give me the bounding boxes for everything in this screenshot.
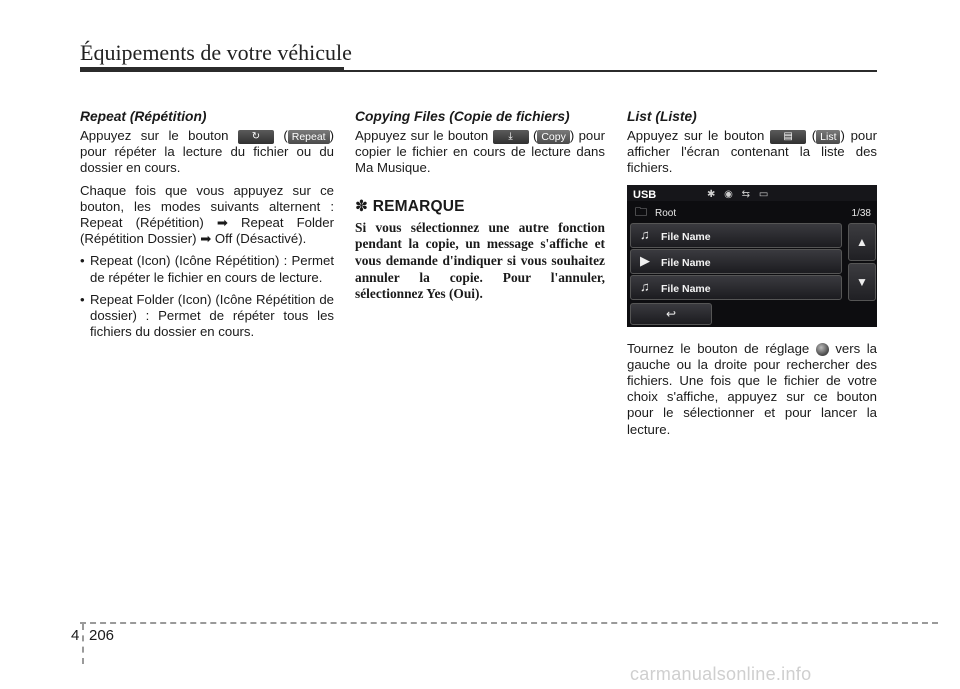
play-circle-icon: ▶ [640, 252, 650, 268]
list-p1-post: pour afficher l'écran contenant la liste des fichiers. [627, 128, 877, 176]
list-p1-pre: Appuyez sur le bouton [627, 128, 765, 143]
list-p2-post: vers la gauche ou la droite pour rechercher des fichiers. Une fois que le fichier de votre choix s'affiche, appuyez sur ce bouton pour le sélectionner et pour lancer la lecture. [627, 340, 878, 437]
file-name: File Name [661, 230, 711, 243]
watermark: carmanualsonline.info [630, 664, 812, 684]
repeat-p1-pre: Appuyez sur le bouton [80, 128, 229, 143]
footer-divider [80, 622, 938, 624]
repeat-paragraph-1: Appuyez sur le bouton ↻ ( Repeat ) pour répéter la lecture du fichier ou du dossier en cours. [80, 128, 334, 176]
repeat-p1-post: pour répéter la lecture du fichier ou du dossier en cours. [80, 144, 334, 176]
screen-file-count: 1/38 [851, 207, 871, 219]
file-name: File Name [661, 282, 711, 295]
back-button[interactable]: ↩ [630, 303, 712, 325]
scroll-down-button[interactable]: ▼ [848, 263, 876, 301]
page-title: Équipements de votre véhicule [80, 40, 352, 65]
file-row[interactable] [630, 223, 842, 248]
title-underline-thin [344, 70, 877, 72]
chapter-number: 4 [71, 627, 80, 644]
note-body: Si vous sélectionnez une autre fonction pendant la copie, un message s'affiche et vous demande d'indiquer si vous souhaitez annuler la copie. Pour l'annuler, sélectionnez Yes (Oui). [355, 219, 605, 302]
copy-button-label: Copy [537, 130, 570, 144]
bluetooth-usb-status-icons: ✱ ◉ ⇆ ▭ [707, 188, 772, 200]
screen-source-label: USB [633, 188, 657, 201]
repeat-section-title: Repeat (Répétition) [80, 109, 207, 124]
repeat-paragraph-2: Chaque fois que vous appuyez sur ce bouton, les modes suivants alternent : Repeat (Répétition) ➡ Repeat Folder (Répétition Dossier) ➡ Off (Désactivé). [80, 182, 334, 247]
repeat-button-label: Repeat [288, 130, 330, 144]
screen-folder-name: Root [655, 207, 677, 219]
footer-vertical-divider [82, 624, 84, 664]
list-paragraph-2 [627, 341, 877, 438]
file-row[interactable] [630, 275, 842, 300]
usb-list-screen [627, 185, 877, 327]
list-paragraph-1: Appuyez sur le bouton ▤ ( List ) pour afficher l'écran contenant la liste des fichiers. [627, 128, 877, 176]
repeat-bullet-2: • Repeat Folder (Icon) (Icône Répétition de dossier) : Permet de répéter tous les fichiers du dossier en cours. [80, 292, 334, 341]
title-underline-thick [80, 67, 344, 72]
copy-button-icon: ⤓ [493, 130, 529, 144]
file-name: File Name [661, 256, 711, 269]
folder-icon: 🗀 [635, 204, 648, 219]
music-note-icon: ♫ [640, 226, 650, 242]
tune-knob-icon [816, 343, 829, 356]
page-number: 206 [89, 627, 115, 644]
note-title: ✽ REMARQUE [355, 197, 465, 215]
column-list [627, 108, 877, 444]
copy-section-title: Copying Files (Copie de fichiers) [355, 109, 570, 124]
list-button-icon: ▤ [770, 130, 806, 144]
copy-paragraph: Appuyez sur le bouton ⤓ ( Copy ) pour copier le fichier en cours de lecture dans Ma Musique. [355, 128, 605, 176]
repeat-bullet-1: • Repeat (Icon) (Icône Répétition) : Permet de répéter le fichier en cours de lecture. [80, 253, 334, 285]
column-repeat [80, 108, 334, 346]
file-row[interactable] [630, 249, 842, 274]
list-p2-pre: Tournez le bouton de réglage [627, 340, 810, 356]
list-button-label: List [816, 130, 840, 144]
music-note-icon: ♫ [640, 278, 650, 294]
screen-folder-row [627, 203, 877, 221]
copy-p1-post: pour copier le fichier en cours de lecture dans Ma Musique. [355, 128, 605, 176]
repeat-button-icon: ↻ [238, 130, 274, 144]
scroll-up-button[interactable]: ▲ [848, 223, 876, 261]
column-copy [355, 108, 605, 303]
list-section-title: List (Liste) [627, 109, 697, 124]
copy-p1-pre: Appuyez sur le bouton [355, 128, 489, 143]
